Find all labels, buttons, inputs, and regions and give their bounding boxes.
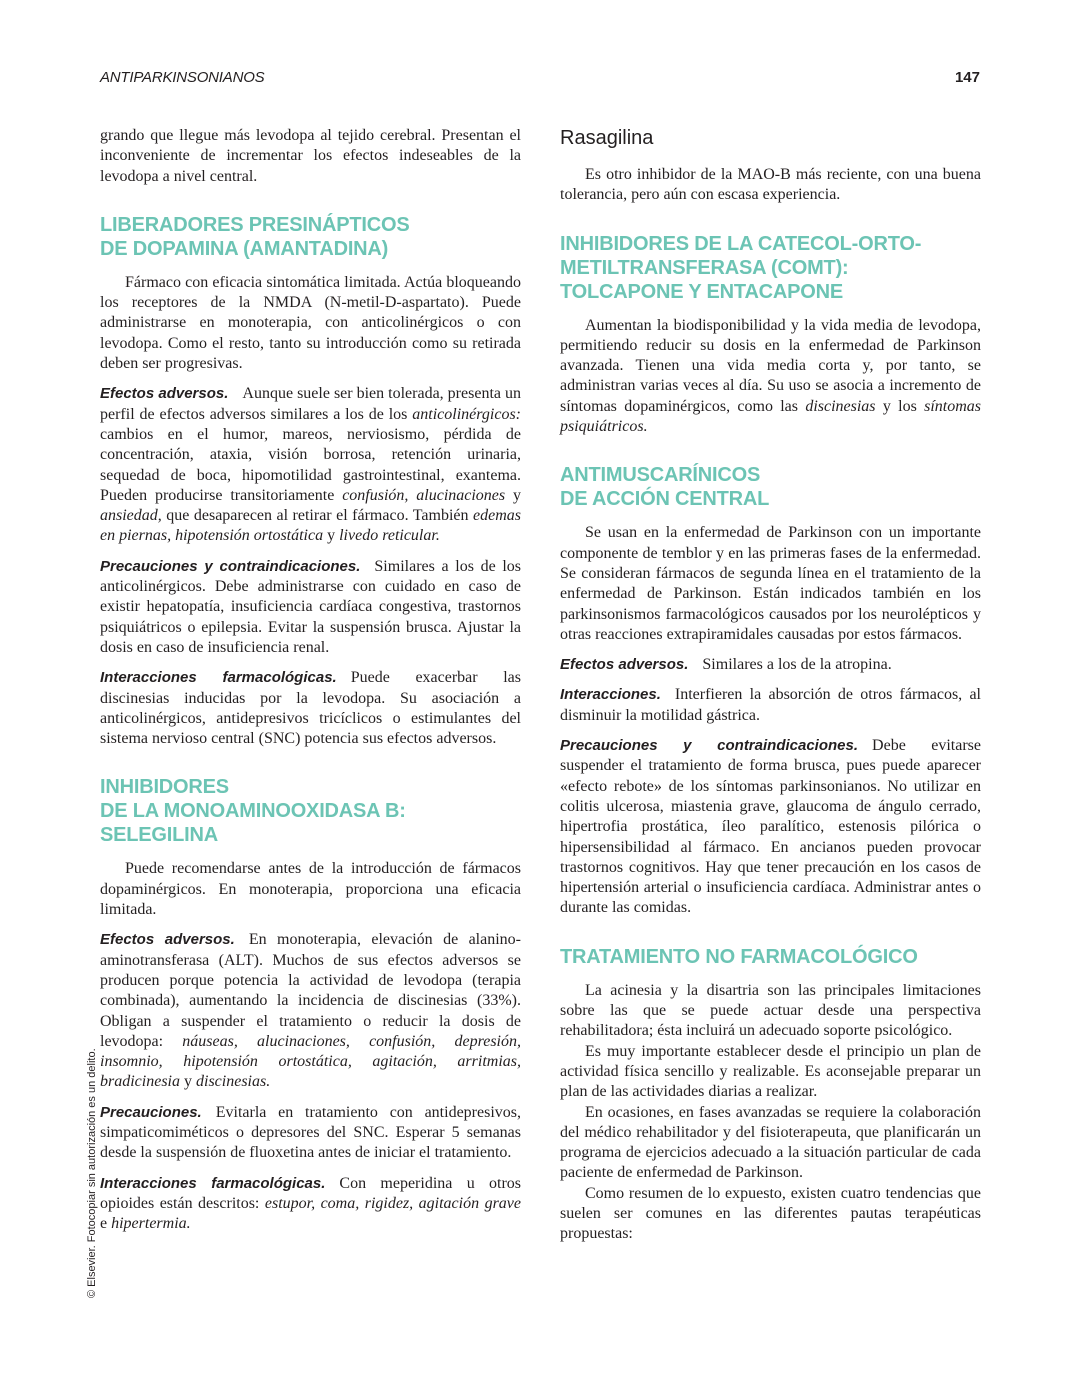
italic-text: náuseas, alucinaciones, confusión, depresión, insomnio, hipotensión ortostática, agitación, arritmias, bradicinesia [100,1032,521,1091]
run-in-heading: Efectos adversos. [560,656,689,674]
run-in-paragraph [560,685,981,726]
italic-text: estupor, coma, rigidez, agitación grave [264,1194,521,1212]
run-in-heading: Interacciones. [560,686,661,704]
heading-line: SELEGILINA [100,824,219,847]
text-segment: Aumentan la biodisponibilidad y la vida media de levodopa, permitiendo reducir su dosis en la enfermedad de Parkinson avanzada. Tienen una vida media corta y, por tanto, se administran varias veces al día. Su uso se asocia a incremento de síntomas dopaminérgicos, como las [560,316,981,415]
run-in-heading: Interacciones farmacológicas. [100,669,337,687]
run-in-paragraph [100,557,521,658]
running-title: ANTIPARKINSONIANOS [100,69,265,86]
text-segment: Con meperidina u otros opioides están descritos: [100,1174,522,1212]
section-heading [560,232,981,304]
text-segment: y [180,1073,196,1091]
text-segment: Se usan en la enfermedad de Parkinson con un importante componente de temblor y en las primeras fases de la enfermedad. Se consideran fármacos de segunda línea en el tratamiento de la enfermedad de Parkinson. Están indicados también en los parkinsonismos farmacológicos causados por los neurolépticos y otras reacciones extrapiramidales causadas por estos fármacos. [560,524,981,643]
text-segment: Puede recomendarse antes de la introducción de fármacos dopaminérgicos. En monoterapia, proporciona una eficacia limitada. [100,860,521,919]
text-segment: Debe evitarse suspender el tratamiento de forma brusca, pues puede aparecer «efecto rebote» de los síntomas parkinsonianos. No utilizar en colitis ulcerosa, miastenia grave, glaucoma de ángulo cerrado, hipertrofia prostática, íleo paralítico, estenosis pilórica o hipersensibilidad al fármaco. En ancianos pueden provocar trastornos cognitivos. Hay que tener precaución en los casos de hipertensión arterial o insuficiencia cardíaca. Administrar antes o durante las comidas. [560,737,981,917]
text-segment: La acinesia y la disartria son las principales limitaciones sobre las que se puede actuar desde una perspectiva rehabilitadora; ésta incluirá un adecuado soporte psicológico. [560,981,981,1040]
run-in-paragraph [100,384,521,546]
text-segment: Es muy importante establecer desde el principio un plan de actividad física sencillo y realizable. Es aconsejable preparar un plan de las actividades diarias a realizar. [560,1042,981,1101]
section-heading [560,463,981,511]
text-segment: Fármaco con eficacia sintomática limitada. Actúa bloqueando los receptores de la NMDA (N-metil-D-aspartato). Puede administrarse en monoterapia, con anticolinérgicos o con levodopa. Como el resto, tanto su introducción como su retirada deben ser progresivas. [100,273,521,373]
page-number: 147 [954,69,980,86]
run-in-paragraph [100,930,521,1092]
paragraph [560,1042,981,1103]
text-segment: Como resumen de lo expuesto, existen cuatro tendencias que suelen ser comunes en las diferentes pautas terapéuticas propuestas: [560,1184,981,1243]
run-in-heading: Interacciones farmacológicas. [100,1174,326,1192]
text-segment: y [505,486,522,504]
text-segment: e [100,1215,112,1233]
copyright-note: © Elsevier. Fotocopiar sin autorización es un delito. [86,1048,98,1298]
text-segment: cambios en el humor, mareos, nerviosismo, pérdida de concentración, ataxia, visión borrosa, retención urinaria, sequedad de boca, hipomotilidad gastrointestinal, exantema. Pueden producirse transitoriamente [100,425,521,504]
italic-text: ansiedad, [100,507,162,525]
run-in-paragraph [560,736,981,919]
text-segment: grando que llegue más levodopa al tejido cerebral. Presentan el inconveniente de incrementar los efectos indeseables de la levodopa a nivel central. [100,127,521,185]
italic-text: livedo reticular. [339,527,440,545]
heading-line: INHIBIDORES [100,776,229,799]
italic-text: hipertermia. [111,1215,191,1233]
heading-line: METILTRANSFERASA (COMT): [560,256,849,279]
italic-text: anticolinérgicos: [412,405,521,423]
heading-line: ANTIMUSCARÍNICOS [560,464,761,487]
run-in-heading: Efectos adversos. [100,931,235,949]
text-segment: y los [875,397,925,415]
text-segment: En monoterapia, elevación de alanino-aminotransferasa (ALT). Muchos de sus efectos adversos se producen porque potencia la actividad de levodopa (terapia combinada), aumentando la incidencia de discinesias (33%). Obligan a suspender el tratamiento o reducir la dosis de levodopa: [100,931,521,1050]
text-segment: Evitarla en tratamiento con antidepresivos, simpaticomiméticos o depresores del SNC. Esperar 5 semanas desde la suspensión de fluoxetina antes de iniciar el tratamiento. [100,1103,521,1162]
left-column [100,126,521,1234]
run-in-paragraph [100,1103,521,1164]
italic-text: discinesias [805,397,876,415]
run-in-heading: Efectos adversos. [100,385,229,403]
text-segment: Interfieren la absorción de otros fármacos, al disminuir la motilidad gástrica. [560,686,981,724]
paragraph [560,981,981,1042]
section-heading [560,945,981,969]
text-segment: y [323,527,340,545]
section-heading [100,213,521,261]
heading-line: DE LA MONOAMINOOXIDASA B: [100,800,406,823]
italic-text: discinesias. [196,1073,271,1091]
paragraph [560,1184,981,1245]
italic-text: confusión, alucinaciones [342,486,506,504]
text-segment: En ocasiones, en fases avanzadas se requiere la colaboración del médico rehabilitador y del fisioterapeuta, que planificarán un programa de ejercicios adecuado a la situación particular de cada paciente de enfermedad de Parkinson. [560,1103,981,1182]
paragraph [100,273,521,374]
text-segment: Es otro inhibidor de la MAO-B más reciente, con una buena tolerancia, pero aún con escasa experiencia. [560,166,981,204]
run-in-paragraph [100,1174,521,1235]
italic-text: edemas en piernas, hipotensión ortostática [100,507,521,545]
run-in-heading: Precauciones y contraindicaciones. [100,557,361,575]
run-in-heading: Precauciones. [100,1103,202,1121]
text-segment: Similares a los de la atropina. [702,656,892,674]
heading-line: DE DOPAMINA (AMANTADINA) [100,237,389,260]
run-in-paragraph [100,668,521,749]
heading-line: DE ACCIÓN CENTRAL [560,488,770,511]
heading-line: TRATAMIENTO NO FARMACOLÓGICO [560,945,918,968]
text-segment: Puede exacerbar las discinesias inducidas por la levodopa. Su asociación a anticolinérgicos, antidepresivos tricíclicos o estimulantes del sistema nervioso central (SNC) potencia sus efectos adversos. [100,669,521,748]
text-segment: Similares a los de los anticolinérgicos. Debe administrarse con cuidado en caso de existir hepatopatía, insuficiencia cardíaca congestiva, trastornos psiquiátricos o epilepsia. Evitar la suspensión brusca. Ajustar la dosis en caso de insuficiencia renal. [100,557,521,656]
text-segment: que desaparecen al retirar el fármaco. También [161,507,474,525]
paragraph [100,126,521,187]
heading-line: LIBERADORES PRESINÁPTICOS [100,213,410,236]
run-in-heading: Precauciones y contraindicaciones. [560,737,859,755]
paragraph [560,165,981,206]
paragraph [560,316,981,438]
italic-text: síntomas psiquiátricos. [560,397,981,436]
subsection-heading: Rasagilina [560,127,654,149]
paragraph [560,523,981,645]
run-in-paragraph [560,655,981,675]
right-column [560,126,981,1245]
heading-line: TOLCAPONE Y ENTACAPONE [560,280,844,303]
section-heading [100,775,521,847]
paragraph [560,1103,981,1184]
text-segment: Aunque suele ser bien tolerada, presenta un perfil de efectos adversos similares a los de los [100,385,521,423]
heading-line: INHIBIDORES DE LA CATECOL-ORTO- [560,232,922,255]
paragraph [100,859,521,920]
